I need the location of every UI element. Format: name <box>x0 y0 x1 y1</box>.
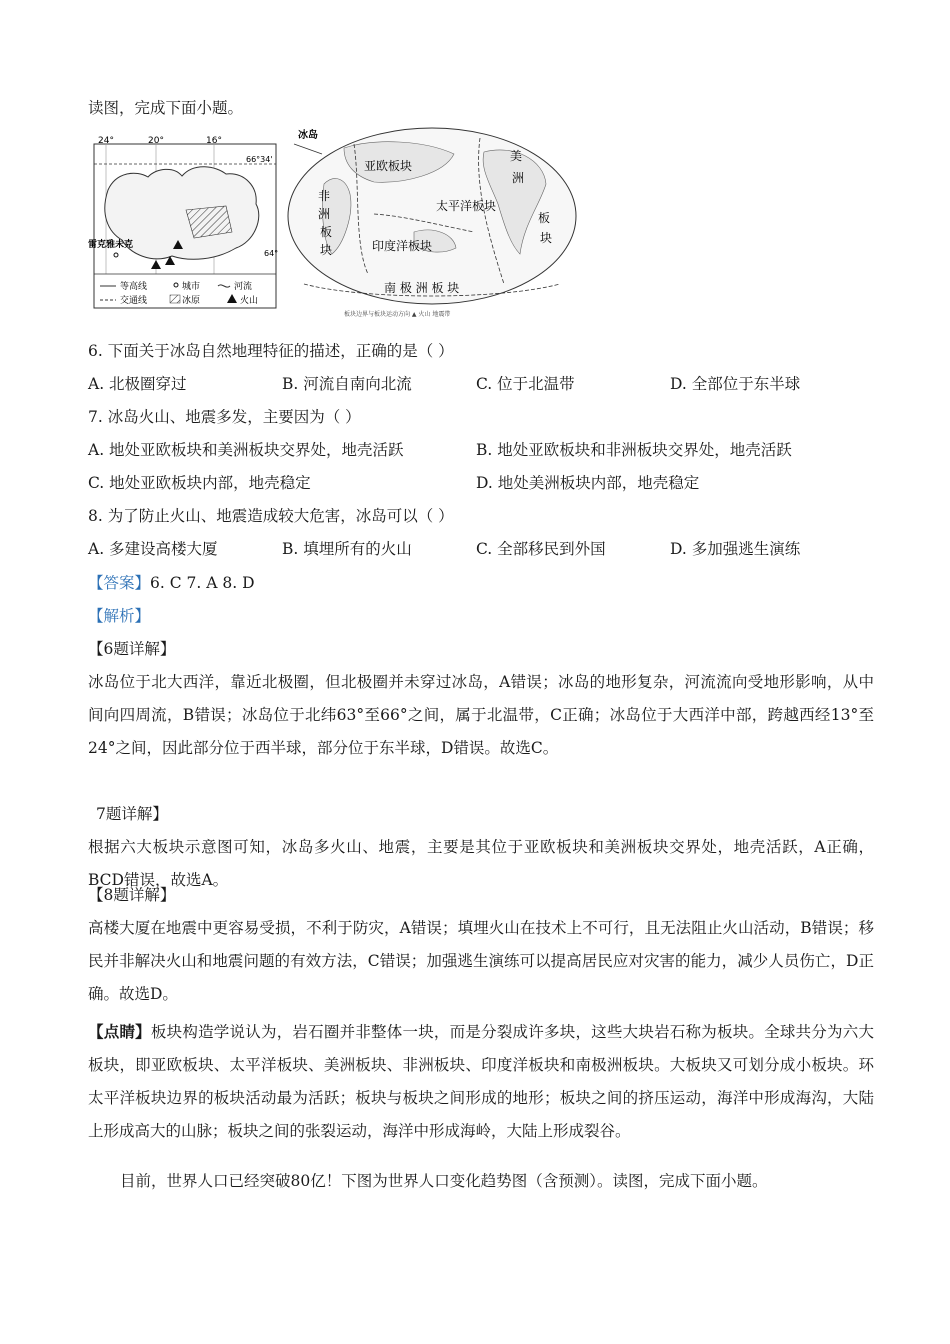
intro-text: 读图，完成下面小题。 <box>88 99 244 117</box>
q8-stem: 8. 为了防止火山、地震造成较大危害，冰岛可以（ ） <box>88 507 454 525</box>
answer-text: 6. C 7. A 8. D <box>150 574 255 592</box>
iceland-map-figure <box>86 132 282 312</box>
plates-legend: 板块边界与板块运动方向 ▲ 火山 地震带 <box>344 311 451 318</box>
q8-option-c: C. 全部移民到外国 <box>476 540 606 558</box>
label-africa-3: 板 <box>320 225 333 239</box>
label-america-1: 美 <box>510 149 523 163</box>
lon-label-16: 16° <box>206 136 222 146</box>
lat-label-64: 64° <box>264 249 279 258</box>
q8-option-d: D. 多加强逃生演练 <box>670 540 801 558</box>
lon-label-24: 24° <box>98 136 114 146</box>
q7-option-b: B. 地处亚欧板块和非洲板块交界处，地壳活跃 <box>476 441 792 459</box>
q6-detail-text: 冰岛位于北大西洋，靠近北极圈，但北极圈并未穿过冰岛，A错误；冰岛的地形复杂，河流流向受地形影响，从中间向四周流，B错误；冰岛位于北纬63°至66°之间，属于北温带，C正确；冰岛位于大西洋中部，跨越西经13°至24°之间，因此部分位于西半球，部分位于东半球，D错误。故选C。 <box>88 673 874 757</box>
analysis-label: 【解析】 <box>88 607 151 625</box>
answer-line <box>88 573 255 593</box>
tip-label: 【点睛】 <box>88 1022 151 1041</box>
legend-volcano: 火山 <box>240 296 259 306</box>
next-section-intro: 目前，世界人口已经突破80亿！下图为世界人口变化趋势图（含预测）。读图，完成下面小题。 <box>120 1172 768 1190</box>
q7-detail-title: 7题详解】 <box>96 805 168 823</box>
label-indian: 印度洋板块 <box>372 239 433 253</box>
q6-option-a: A. 北极圈穿过 <box>88 375 187 393</box>
label-africa-1: 非 <box>318 189 331 203</box>
label-america-4: 块 <box>540 231 553 245</box>
q7-option-c: C. 地处亚欧板块内部，地壳稳定 <box>88 474 311 492</box>
lat-label-66: 66°34' <box>246 155 273 164</box>
label-iceland: 冰岛 <box>298 130 318 141</box>
q8-option-b: B. 填埋所有的火山 <box>282 540 412 558</box>
q7-option-a: A. 地处亚欧板块和美洲板块交界处，地壳活跃 <box>88 441 404 459</box>
lon-label-20: 20° <box>148 136 164 146</box>
answer-label: 【答案】 <box>88 574 151 592</box>
q7-option-d: D. 地处美洲板块内部，地壳稳定 <box>476 474 700 492</box>
legend-city: 城市 <box>182 282 201 292</box>
q8-detail-title: 【8题详解】 <box>88 886 176 904</box>
label-america-3: 板 <box>538 211 551 225</box>
label-africa-2: 洲 <box>318 207 331 221</box>
legend-icefield: 冰原 <box>182 296 201 306</box>
legend-contour: 等高线 <box>120 282 148 292</box>
legend-road: 交通线 <box>120 296 148 306</box>
label-africa-4: 块 <box>320 243 333 257</box>
q6-option-c: C. 位于北温带 <box>476 375 575 393</box>
city-label: 雷克雅未克 <box>88 240 134 250</box>
q6-stem: 6. 下面关于冰岛自然地理特征的描述，正确的是（ ） <box>88 342 454 360</box>
q6-option-d: D. 全部位于东半球 <box>670 375 801 393</box>
q8-option-a: A. 多建设高楼大厦 <box>88 540 218 558</box>
q6-detail-title: 【6题详解】 <box>88 640 176 658</box>
q6-option-b: B. 河流自南向北流 <box>282 375 412 393</box>
world-plates-figure <box>284 124 580 320</box>
label-america-2: 洲 <box>512 171 525 185</box>
legend-river: 河流 <box>234 282 253 292</box>
q7-detail-text: 根据六大板块示意图可知，冰岛多火山、地震，主要是其位于亚欧板块和美洲板块交界处，地壳活跃，A正确，BCD错误，故选A。 <box>88 838 874 889</box>
tip-text: 板块构造学说认为，岩石圈并非整体一块，而是分裂成许多块，这些大块岩石称为板块。全球共分为六大板块，即亚欧板块、太平洋板块、美洲板块、非洲板块、印度洋板块和南极洲板块。大板块又可划分成小板块。环太平洋板块边界的板块活动最为活跃；板块与板块之间形成的地形；板块之间的挤压运动，海洋中形成海沟，大陆上形成高大的山脉；板块之间的张裂运动，海洋中形成海岭，大陆上形成裂谷。 <box>88 1023 874 1140</box>
tip-paragraph <box>88 1015 874 1148</box>
label-eurasian: 亚欧板块 <box>364 159 413 173</box>
label-pacific: 太平洋板块 <box>436 199 497 213</box>
label-antarctic: 南 极 洲 板 块 <box>384 281 460 295</box>
q8-detail-text: 高楼大厦在地震中更容易受损，不利于防灾，A错误；填埋火山在技术上不可行，且无法阻止火山活动，B错误；移民并非解决火山和地震问题的有效方法，C错误；加强逃生演练可以提高居民应对灾害的能力，减少人员伤亡，D正确。故选D。 <box>88 919 874 1003</box>
q7-stem: 7. 冰岛火山、地震多发，主要因为（ ） <box>88 408 361 426</box>
